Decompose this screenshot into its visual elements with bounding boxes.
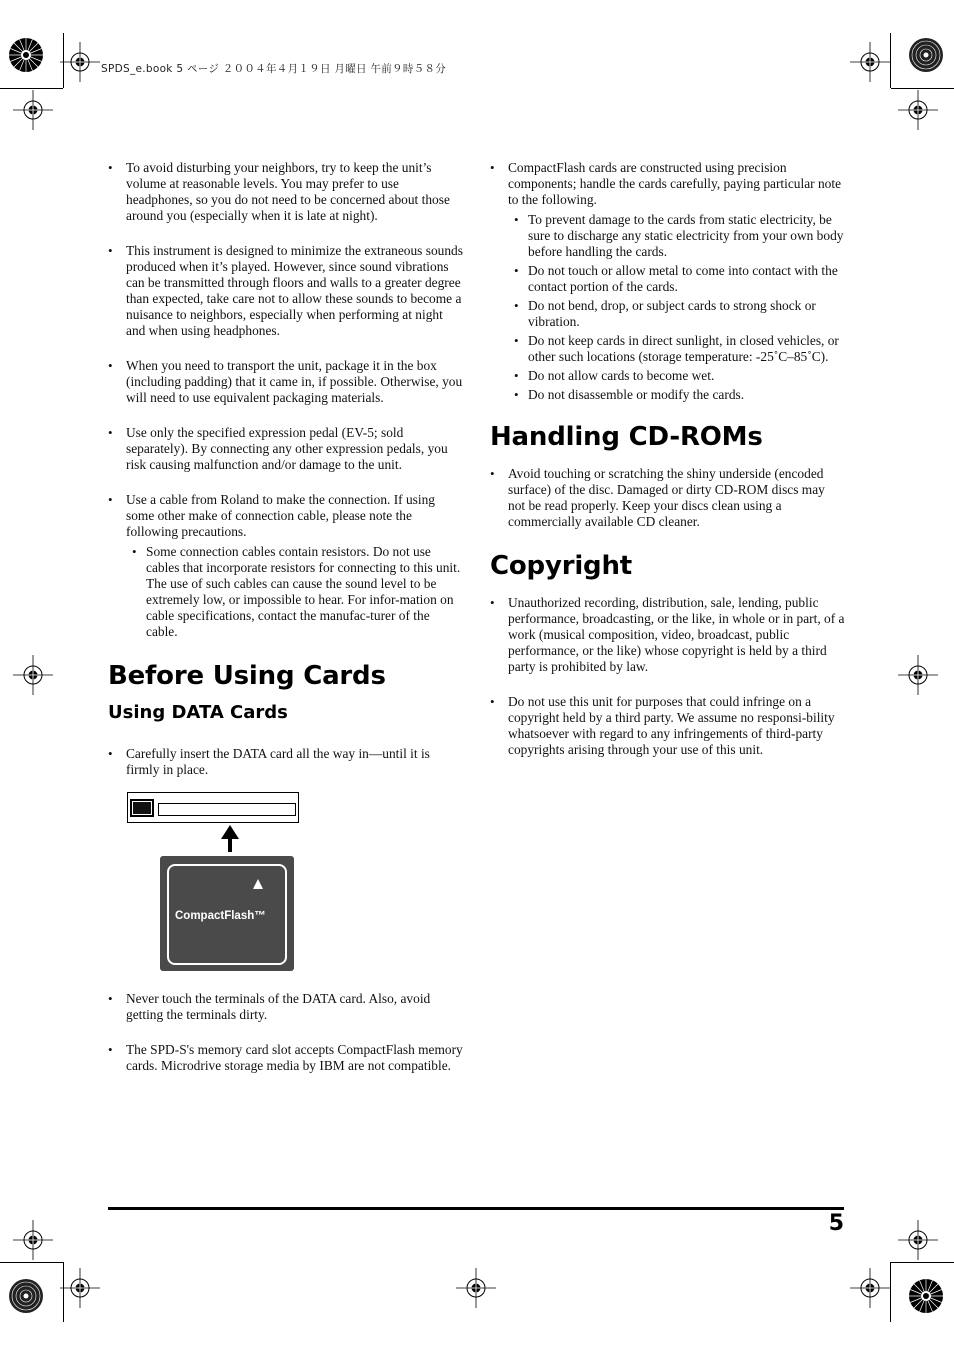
list-item: • When you need to transport the unit, package it in the box (including padding) that it came in, if possible. Otherwise, you will need to use equivalent packaging materials. <box>108 358 463 406</box>
cable-bullet-text: Use a cable from Roland to make the connection. If using some other make of connection cable, please note the following precautions. <box>126 492 436 539</box>
footer-rule <box>108 1207 844 1210</box>
list-item: • Unauthorized recording, distribution, sale, lending, public performance, broadcasting, or the like, in whole or in part, of a work (musical composition, video, broadcast, public performance, or the like) whose copyright is held by a third party is prohibited by law. <box>490 595 845 675</box>
sub-list-item: • Do not keep cards in direct sunlight, in closed vehicles, or other such locations (storage temperature: -25˚C–85˚C). <box>508 333 845 365</box>
arrow-up-icon <box>221 825 239 839</box>
cd-rom-list <box>490 466 845 530</box>
list-item: • Never touch the terminals of the DATA card. Also, avoid getting the terminals dirty. <box>108 991 463 1023</box>
list-item <box>490 160 845 403</box>
sub-list-item: • To prevent damage to the cards from static electricity, be sure to discharge any static electricity from your own body before handling the cards. <box>508 212 845 260</box>
section-title-handling-cd-roms: Handling CD-ROMs <box>490 422 763 452</box>
compactflash-card <box>160 856 294 971</box>
list-item: • Do not use this unit for purposes that could infringe on a copyright held by a third party. We assume no responsi-bility whatsoever with regard to any infringements of third-party copyrights arising through your use of this unit. <box>490 694 845 758</box>
slot-opening <box>158 803 296 816</box>
list-item: • Use only the specified expression pedal (EV-5; sold separately). By connecting any other expression pedals, you risk causing malfunction and/or damage to the unit. <box>108 425 463 473</box>
print-header: SPDS_e.book 5 ページ ２００４年４月１９日 月曜日 午前９時５８分 <box>101 63 447 75</box>
list-item: • Avoid touching or scratching the shiny underside (encoded surface) of the disc. Damaged or dirty CD-ROM discs may not be read properly. Keep your discs clean using a commercially available CD cleaner. <box>490 466 845 530</box>
list-item: • To avoid disturbing your neighbors, try to keep the unit’s volume at reasonable levels. You may prefer to use headphones, so you do not need to be concerned about those around you (especially when it is late at night). <box>108 160 463 224</box>
triangle-up-icon <box>253 879 263 889</box>
page-number: 5 <box>828 1211 844 1236</box>
card-label: CompactFlash™ <box>175 910 266 922</box>
list-item: • This instrument is designed to minimize the extraneous sounds produced when it’s played. However, since sound vibrations can be transmitted through floors and walls to a greater degree than expected, take care not to allow these sounds to become a nuisance to neighbors, especially when performing at night and when using headphones. <box>108 243 463 339</box>
copyright-list <box>490 595 845 758</box>
sub-list-item: • Do not touch or allow metal to come into contact with the contact portion of the cards. <box>508 263 845 295</box>
list-item <box>108 492 463 640</box>
compactflash-list <box>490 160 845 403</box>
list-item: • Carefully insert the DATA card all the way in—until it is firmly in place. <box>108 746 463 778</box>
sub-list-item: • Do not disassemble or modify the cards. <box>508 387 845 403</box>
card-insert-list <box>108 746 463 778</box>
arrow-shaft <box>228 838 232 852</box>
cable-sub-list <box>126 544 463 640</box>
card-slot <box>127 792 299 823</box>
section-title-copyright: Copyright <box>490 551 632 581</box>
precaution-list <box>108 160 463 640</box>
card-notes-list <box>108 991 463 1074</box>
slot-indicator <box>131 800 153 816</box>
sub-list-item: • Some connection cables contain resistors. Do not use cables that incorporate resistors for connecting to this unit. The use of such cables can cause the sound level to be extremely low, or impossible to hear. For infor-mation on cable specifications, contact the manufac-turer of the cable. <box>126 544 463 640</box>
right-column <box>490 160 845 758</box>
section-title-before-using-cards: Before Using Cards <box>108 661 386 691</box>
sub-list-item: • Do not bend, drop, or subject cards to strong shock or vibration. <box>508 298 845 330</box>
card-face <box>167 864 287 965</box>
subsection-title-using-data-cards: Using DATA Cards <box>108 702 288 723</box>
compactflash-sub-list <box>508 212 845 403</box>
sub-list-item: • Do not allow cards to become wet. <box>508 368 845 384</box>
compactflash-bullet-text: CompactFlash cards are constructed using precision components; handle the cards carefully, paying particular note to the following. <box>508 160 842 207</box>
list-item: • The SPD-S's memory card slot accepts CompactFlash memory cards. Microdrive storage media by IBM are not compatible. <box>108 1042 463 1074</box>
